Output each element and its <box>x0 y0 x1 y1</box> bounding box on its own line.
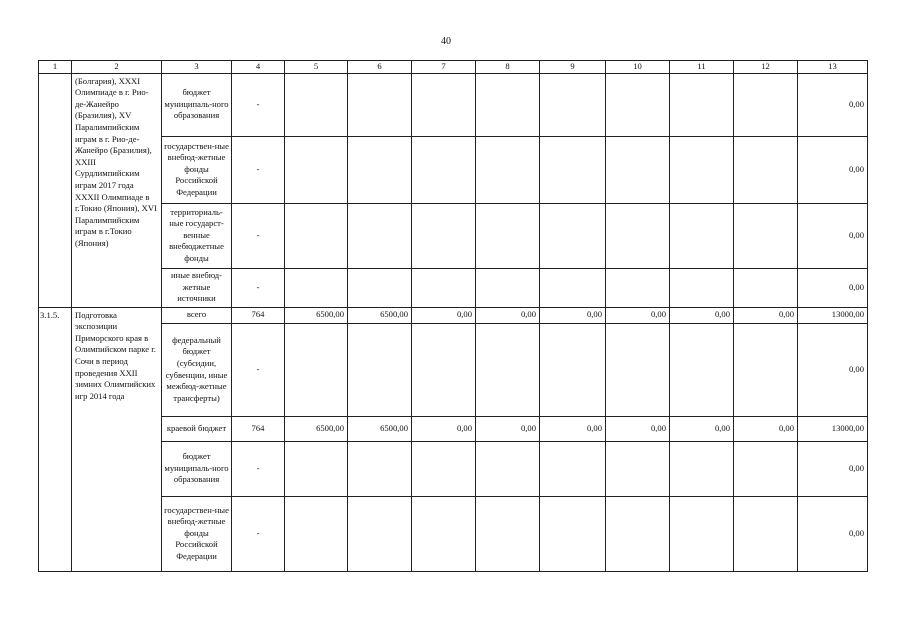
value-cell: 0,00 <box>412 307 476 323</box>
column-header: 11 <box>670 61 734 74</box>
value-cell <box>540 496 606 571</box>
cell-col4: - <box>232 323 285 416</box>
value-cell <box>348 136 412 203</box>
event-name-cell: Подготовка экспозиции Приморского края в Олимпийском парке г. Сочи в период проведения XXII зимних Олимпийских игр 2014 года <box>72 307 162 571</box>
table-row <box>39 441 868 496</box>
value-cell: 0,00 <box>734 307 798 323</box>
event-name-cell: (Болгария), XXXI Олимпиаде в г. Рио-де-Жанейро (Бразилия), XV Паралимпийским играм в г. Рио-де-Жанейро (Бразилия), XXIII Сурдлимпийским играм 2017 года XXXII Олимпиаде в г.Токио (Япония), XVI Паралимпийским играм в г.Токио (Япония) <box>72 73 162 307</box>
value-cell: 0,00 <box>670 307 734 323</box>
value-cell <box>412 203 476 268</box>
value-cell <box>540 441 606 496</box>
table-row <box>39 307 868 323</box>
value-cell <box>606 496 670 571</box>
column-header: 13 <box>798 61 868 74</box>
value-cell <box>476 73 540 136</box>
value-cell: 13000,00 <box>798 307 868 323</box>
value-cell <box>285 73 348 136</box>
cell-col4: - <box>232 136 285 203</box>
value-cell <box>670 496 734 571</box>
value-cell: 0,00 <box>798 496 868 571</box>
table-header-row <box>39 61 868 74</box>
value-cell <box>734 136 798 203</box>
value-cell <box>412 323 476 416</box>
value-cell <box>476 268 540 307</box>
value-cell: 0,00 <box>798 203 868 268</box>
value-cell <box>670 268 734 307</box>
value-cell <box>476 203 540 268</box>
cell-col4: 764 <box>232 416 285 441</box>
value-cell <box>285 496 348 571</box>
value-cell: 0,00 <box>798 323 868 416</box>
value-cell: 6500,00 <box>285 307 348 323</box>
value-cell: 0,00 <box>476 416 540 441</box>
value-cell <box>670 441 734 496</box>
value-cell <box>412 496 476 571</box>
funding-source-cell: иные внебюд-жетные источники <box>162 268 232 307</box>
column-header: 9 <box>540 61 606 74</box>
funding-source-cell: всего <box>162 307 232 323</box>
funding-source-cell: государствен-ные внебюд-жетные фонды Российской Федерации <box>162 136 232 203</box>
table-row <box>39 203 868 268</box>
cell-col4: - <box>232 203 285 268</box>
column-header: 8 <box>476 61 540 74</box>
value-cell <box>540 136 606 203</box>
cell-col4: - <box>232 73 285 136</box>
value-cell <box>606 441 670 496</box>
value-cell <box>606 203 670 268</box>
value-cell <box>540 268 606 307</box>
funding-source-cell: краевой бюджет <box>162 416 232 441</box>
budget-table <box>38 60 868 572</box>
value-cell <box>606 73 670 136</box>
value-cell <box>540 203 606 268</box>
value-cell: 0,00 <box>540 416 606 441</box>
row-code-cell: 3.1.5. <box>39 307 72 571</box>
page-number: 40 <box>441 36 451 47</box>
funding-source-cell: федеральный бюджет (субсидии, субвенции, иные межбюд-жетные трансферты) <box>162 323 232 416</box>
value-cell <box>670 203 734 268</box>
value-cell <box>670 323 734 416</box>
value-cell <box>540 323 606 416</box>
value-cell: 0,00 <box>798 136 868 203</box>
value-cell <box>412 73 476 136</box>
value-cell <box>734 496 798 571</box>
table-row <box>39 73 868 136</box>
value-cell <box>285 323 348 416</box>
column-header: 12 <box>734 61 798 74</box>
value-cell <box>412 136 476 203</box>
value-cell <box>285 268 348 307</box>
table-row <box>39 268 868 307</box>
value-cell <box>348 323 412 416</box>
funding-source-cell: территориаль-ные государст-венные внебюджетные фонды <box>162 203 232 268</box>
table-row <box>39 416 868 441</box>
value-cell <box>348 203 412 268</box>
value-cell <box>476 136 540 203</box>
value-cell: 0,00 <box>476 307 540 323</box>
value-cell <box>540 73 606 136</box>
value-cell <box>734 203 798 268</box>
value-cell <box>348 268 412 307</box>
value-cell: 0,00 <box>606 416 670 441</box>
column-header: 6 <box>348 61 412 74</box>
value-cell: 13000,00 <box>798 416 868 441</box>
value-cell <box>734 323 798 416</box>
value-cell <box>476 441 540 496</box>
column-header: 2 <box>72 61 162 74</box>
value-cell <box>285 441 348 496</box>
value-cell <box>285 136 348 203</box>
value-cell <box>606 268 670 307</box>
funding-source-cell: бюджет муниципаль-ного образования <box>162 73 232 136</box>
cell-col4: - <box>232 441 285 496</box>
value-cell <box>412 441 476 496</box>
value-cell <box>670 136 734 203</box>
funding-source-cell: государствен-ные внебюд-жетные фонды Российской Федерации <box>162 496 232 571</box>
row-code-cell <box>39 73 72 307</box>
value-cell <box>476 323 540 416</box>
value-cell: 0,00 <box>798 441 868 496</box>
value-cell <box>412 268 476 307</box>
cell-col4: - <box>232 268 285 307</box>
value-cell: 0,00 <box>606 307 670 323</box>
value-cell: 0,00 <box>670 416 734 441</box>
value-cell <box>670 73 734 136</box>
value-cell <box>348 496 412 571</box>
value-cell: 6500,00 <box>348 416 412 441</box>
column-header: 5 <box>285 61 348 74</box>
value-cell <box>734 268 798 307</box>
value-cell: 0,00 <box>540 307 606 323</box>
column-header: 10 <box>606 61 670 74</box>
table-row <box>39 136 868 203</box>
funding-source-cell: бюджет муниципаль-ного образования <box>162 441 232 496</box>
value-cell <box>734 441 798 496</box>
value-cell: 6500,00 <box>348 307 412 323</box>
cell-col4: 764 <box>232 307 285 323</box>
column-header: 3 <box>162 61 232 74</box>
value-cell <box>734 73 798 136</box>
value-cell <box>606 136 670 203</box>
value-cell: 0,00 <box>798 268 868 307</box>
value-cell <box>606 323 670 416</box>
value-cell: 0,00 <box>412 416 476 441</box>
column-header: 4 <box>232 61 285 74</box>
value-cell <box>348 441 412 496</box>
value-cell: 6500,00 <box>285 416 348 441</box>
table-row <box>39 323 868 416</box>
table-row <box>39 496 868 571</box>
column-header: 7 <box>412 61 476 74</box>
value-cell <box>348 73 412 136</box>
value-cell <box>285 203 348 268</box>
value-cell: 0,00 <box>798 73 868 136</box>
value-cell: 0,00 <box>734 416 798 441</box>
cell-col4: - <box>232 496 285 571</box>
value-cell <box>476 496 540 571</box>
column-header: 1 <box>39 61 72 74</box>
